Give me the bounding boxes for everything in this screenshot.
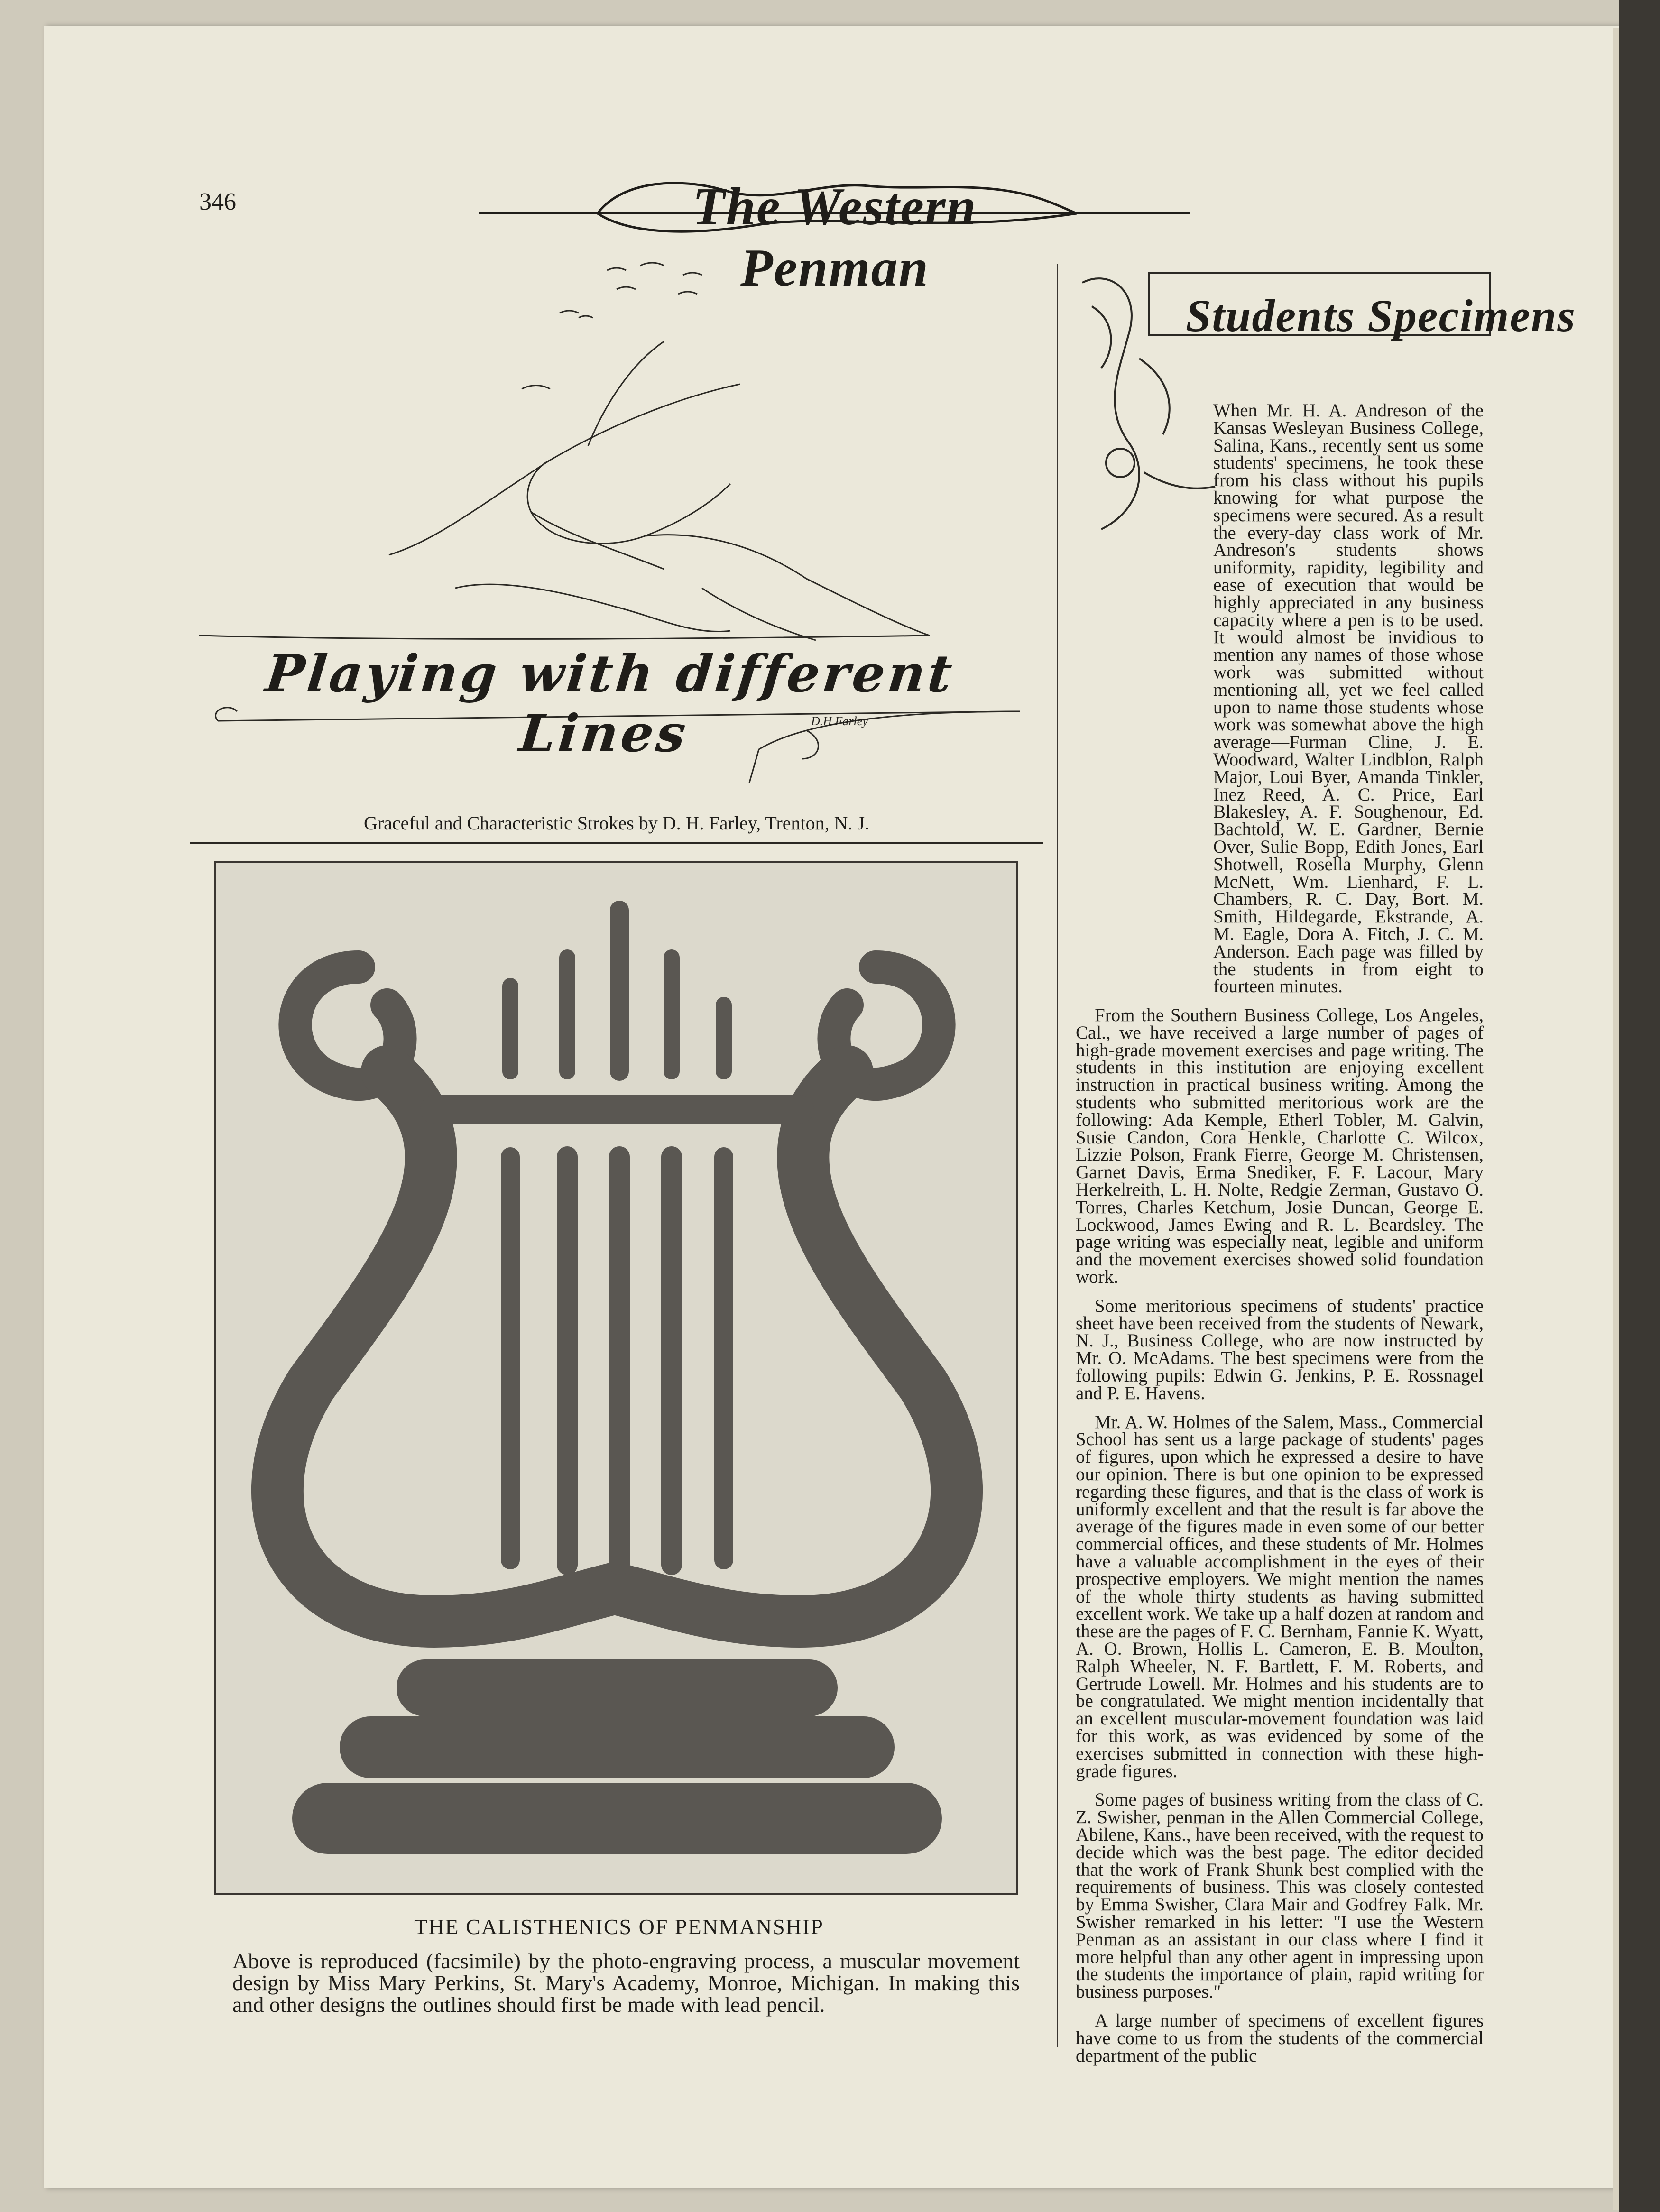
book-spine-edge xyxy=(1619,0,1660,2212)
article-paragraph: From the Southern Business College, Los Angeles, Cal., we have received a large number of pages of high-grade movement exercises and page writing. The students in this institution are enjoying excellent instruction in practical business writing. Among the students who submitted meritorious work are the following: Ada Kemple, Etherl Tobler, M. Galvin, Susie Candon, Cora Henkle, Charlotte C. Wilcox, Lizzie Polson, Frank Fierre, George M. Christensen, Garnet Davis, Erma Snediker, F. F. Lacour, Mary Herkelreith, L. H. Nolte, Redgie Zerman, Gustavo O. Torres, Charles Ketchum, Josie Duncan, George E. Lockwood, James Ewing and R. L. Beardsley. The page writing was especially neat, legible and uniform and the movement exercises showed solid foundation work. xyxy=(1076,1005,1484,1288)
drawing-caption: Graceful and Characteristic Strokes by D. H. Farley, Trenton, N. J. xyxy=(363,812,870,834)
lyre-photo xyxy=(214,861,1018,1895)
article-paragraph: Some pages of business writing from the class of C. Z. Swisher, penman in the Allen Commercial College, Abilene, Kans., have been received, with the request to decide which was the best page. The editor decided that the work of Frank Shunk best complied with the requirements of business. This was closely contested by Emma Swisher, Clara Mair and Godfrey Falk. Mr. Swisher remarked in his letter: "I use the Western Penman as an assistant in our class where I find it more helpful than any other agent in impressing upon the students the importance of plain, rapid writing for business purposes." xyxy=(1076,1789,1484,2002)
column-header: Students Specimens xyxy=(1186,290,1576,341)
section-divider xyxy=(190,842,1043,844)
artist-signature: D.H.Farley xyxy=(811,714,868,728)
photo-title: THE CALISTHENICS OF PENMANSHIP xyxy=(414,1915,824,1939)
page-number: 346 xyxy=(199,188,236,215)
lyre-illustration xyxy=(216,863,1016,1893)
drawing-title: Playing with different Lines xyxy=(263,644,958,764)
students-specimens-column xyxy=(1076,402,1484,2076)
article-paragraph: When Mr. H. A. Andreson of the Kansas Wesleyan Business College, Salina, Kans., recently sent us some students' specimens, he took these from his class without his pupils knowing for what purpose the specimens were secured. As a result the every-day class work of Mr. Andreson's students shows uniformity, rapidity, legibility and ease of execution that would be highly appreciated in any business capacity where a pen is to be used. It would almost be invidious to mention any names of those whose work was submitted without mentioning all, yet we feel called upon to name those students whose work was somewhat above the high average—Furman Cline, J. E. Woodward, Walter Lindblon, Ralph Major, Loui Byer, Amanda Tinkler, Inez Reed, A. C. Price, Earl Blakesley, A. F. Soughenour, Ed. Bachtold, W. E. Gardner, Bernie Over, Sulie Bopp, Edith Jones, Earl Shotwell, Rosella Murphy, Glenn McNett, Wm. Lienhard, F. L. Chambers, R. C. Day, Bort. M. Smith, Hildegarde, Ekstrande, A. M. Eagle, Dora A. Fitch, J. C. M. Anderson. Each page was filled by the students in from eight to fourteen minutes. xyxy=(1213,400,1484,997)
article-paragraph: Mr. A. W. Holmes of the Salem, Mass., Commercial School has sent us a large package of students' pages of figures, upon which he expressed a desire to have our opinion. There is but one opinion to be expressed regarding these figures, and that is the class of work is uniformly excellent and that the result is far above the average of the figures made in even some of our better commercial offices, and these students of Mr. Holmes have a valuable accomplishment in the eyes of their prospective employers. We might mention the names of the whole thirty students as having submitted excellent work. We take up a half dozen at random and these are the pages of F. C. Bernham, Fannie K. Wyatt, A. O. Brown, Hollis L. Cameron, E. B. Moulton, Ralph Wheeler, N. F. Bartlett, F. M. Roberts, and Gertrude Lowell. Mr. Holmes and his students are to be congratulated. We might mention incidentally that an excellent muscular-movement foundation was laid for this work, as was evidenced by some of the exercises submitted in connection with these high-grade figures. xyxy=(1076,1411,1484,1781)
article-paragraph: Some meritorious specimens of students' practice sheet have been received from the students of Newark, N. J., Business College, who are now instructed by Mr. O. McAdams. The best specimens were from the following pupils: Edwin G. Jenkins, P. E. Rossnagel and P. E. Havens. xyxy=(1076,1295,1484,1403)
photo-caption-text: Above is reproduced (facsimile) by the photo-engraving process, a muscular movement design by Miss Mary Perkins, St. Mary's Academy, Monroe, Michigan. In making this and other designs the outlines should first be made with lead pencil. xyxy=(232,1949,1020,2017)
article-paragraph: A large number of specimens of excellent figures have come to us from the students of the commercial department of the public xyxy=(1076,2010,1484,2066)
column-rule xyxy=(1057,264,1058,2047)
masthead-title: The Western Penman xyxy=(692,177,977,297)
